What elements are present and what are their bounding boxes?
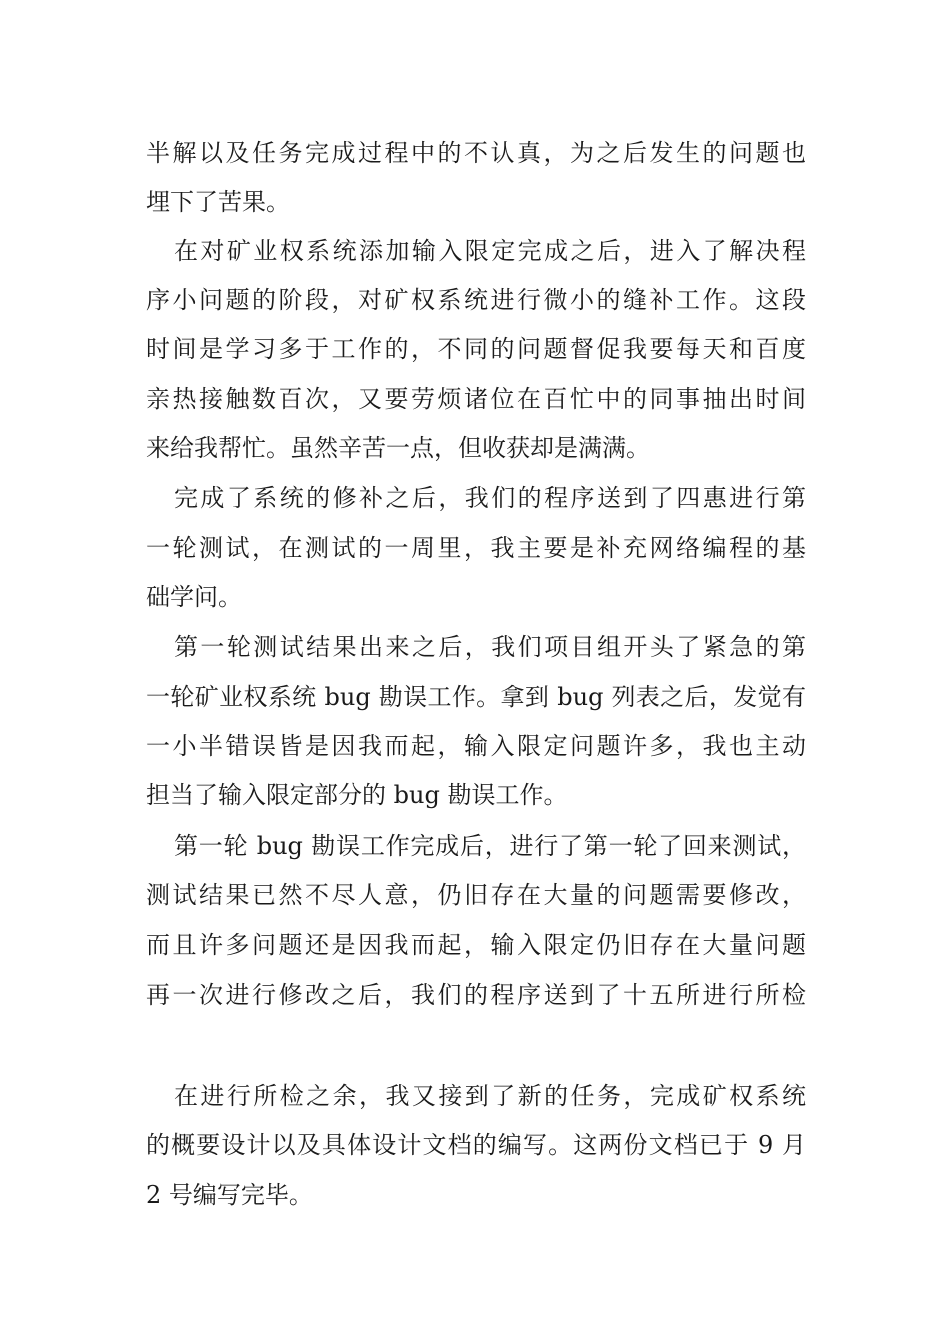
text-line: 来给我帮忙。虽然辛苦一点，但收获却是满满。 [146,434,650,462]
paragraph-first-line: 在对矿业权系统添加输入限定完成之后，进入了解决程 [174,237,806,265]
text-line: 的概要设计以及具体设计文档的编写。这两份文档已于 9 月 [146,1131,806,1159]
text-line: 担当了输入限定部分的 bug 勘误工作。 [146,781,568,809]
paragraph-first-line: 在进行所检之余，我又接到了新的任务，完成矿权系统 [174,1082,806,1110]
text-line: 而且许多问题还是因我而起，输入限定仍旧存在大量问题 [146,931,806,959]
text-line: 础学问。 [146,583,242,611]
text-line: 测试结果已然不尽人意，仍旧存在大量的问题需要修改， [146,881,806,909]
text-line: 一小半错误皆是因我而起，输入限定问题许多，我也主动 [146,732,806,760]
paragraph-first-line: 完成了系统的修补之后，我们的程序送到了四惠进行第 [174,484,806,512]
text-line: 一轮测试，在测试的一周里，我主要是补充网络编程的基 [146,534,806,562]
text-line: 半解以及任务完成过程中的不认真，为之后发生的问题也 [146,139,806,167]
text-line: 埋下了苦果。 [146,188,290,216]
paragraph-first-line: 第一轮 bug 勘误工作完成后，进行了第一轮了回来测试， [174,832,806,860]
text-line: 亲热接触数百次，又要劳烦诸位在百忙中的同事抽出时间 [146,385,806,413]
text-line: 时间是学习多于工作的，不同的问题督促我要每天和百度 [146,335,806,363]
text-line: 再一次进行修改之后，我们的程序送到了十五所进行所检 [146,981,806,1009]
text-line: 2 号编写完毕。 [146,1181,313,1209]
paragraph-first-line: 第一轮测试结果出来之后，我们项目组开头了紧急的第 [174,633,806,661]
text-line: 一轮矿业权系统 bug 勘误工作。拿到 bug 列表之后，发觉有 [146,683,806,711]
text-line: 序小问题的阶段，对矿权系统进行微小的缝补工作。这段 [146,286,806,314]
